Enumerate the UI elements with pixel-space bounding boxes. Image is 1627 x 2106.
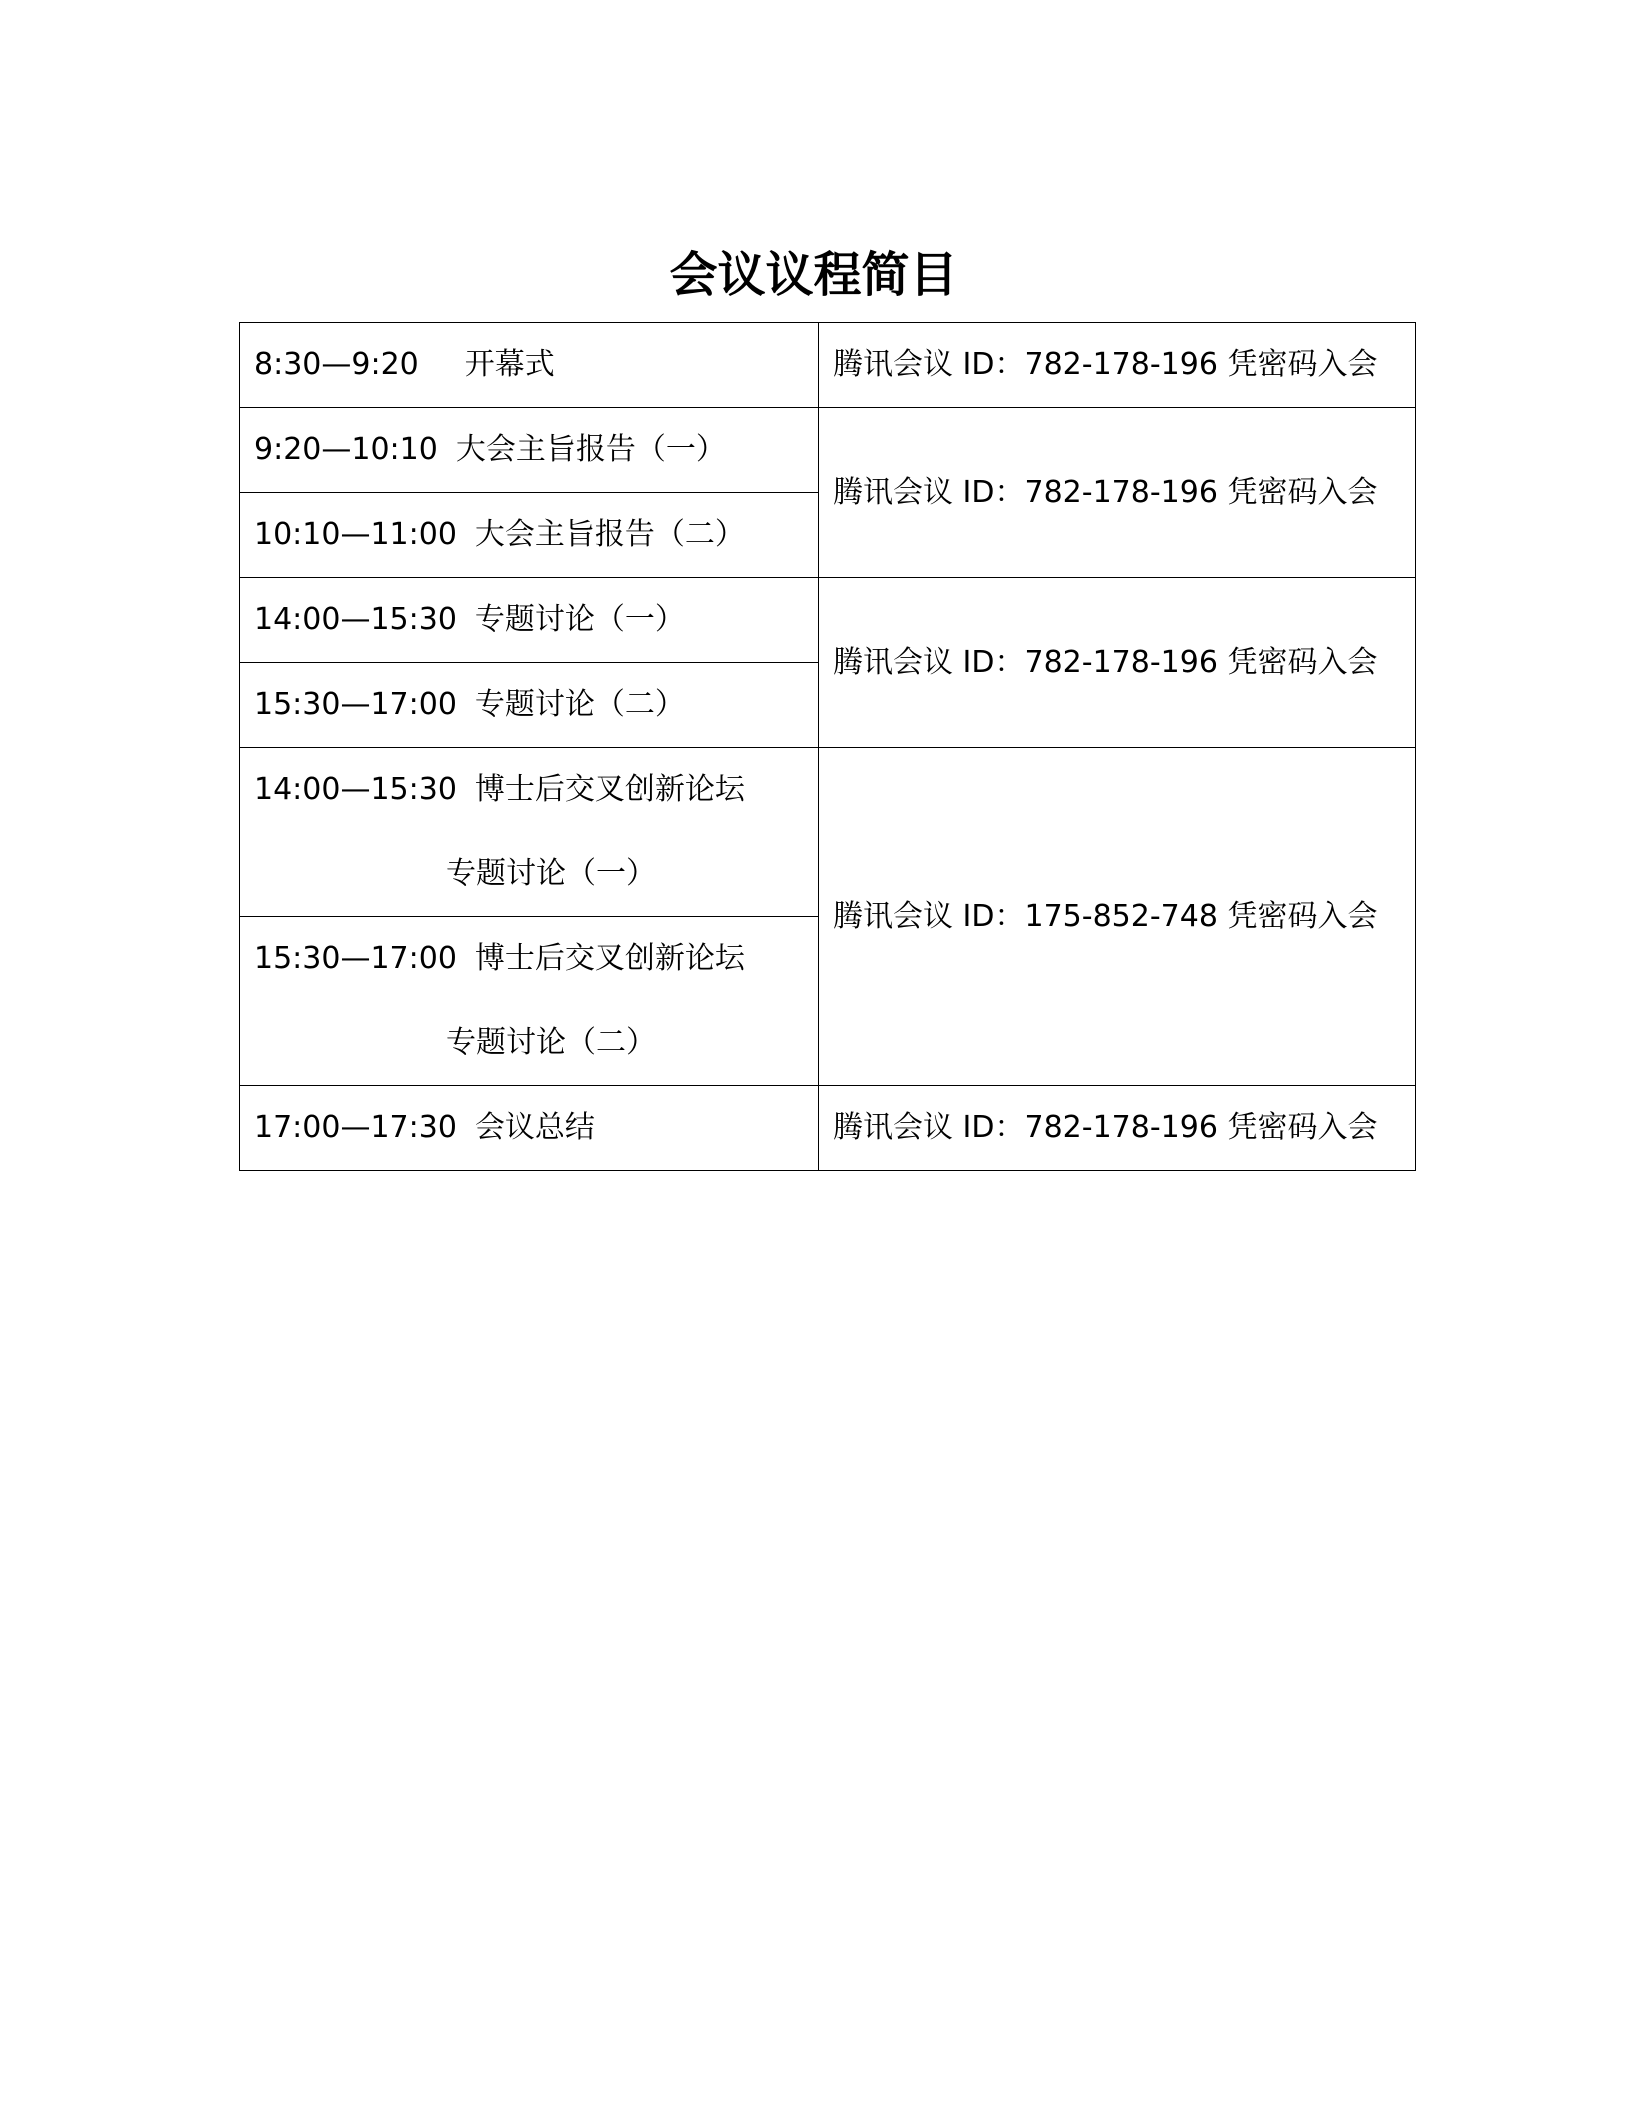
- item-event: 会议总结: [474, 1110, 595, 1145]
- item-time: 17:00—17:30: [254, 1110, 457, 1145]
- agenda-item: [240, 578, 819, 663]
- agenda-item: [240, 1086, 819, 1171]
- meeting-info: 腾讯会议 ID：782-178-196 凭密码入会: [819, 578, 1416, 748]
- item-time: 14:00—15:30: [254, 602, 457, 637]
- table-row: [240, 748, 1416, 917]
- item-event: 大会主旨报告（一）: [455, 432, 726, 467]
- item-time: 15:30—17:00: [254, 941, 457, 976]
- item-event: 开幕式: [464, 347, 555, 382]
- meeting-info: 腾讯会议 ID：782-178-196 凭密码入会: [819, 1086, 1416, 1171]
- item-event: 博士后交叉创新论坛: [474, 772, 745, 807]
- agenda-item: [240, 748, 819, 917]
- item-event: 专题讨论（二）: [474, 687, 685, 722]
- agenda-item: [240, 408, 819, 493]
- agenda-item: [240, 493, 819, 578]
- item-event: 大会主旨报告（二）: [474, 517, 745, 552]
- item-time: 9:20—10:10: [254, 432, 438, 467]
- item-subtitle: 专题讨论（一）: [446, 856, 656, 891]
- agenda-item: [240, 323, 819, 408]
- page-title: 会议议程简目: [669, 247, 958, 303]
- item-subtitle: 专题讨论（二）: [446, 1025, 656, 1060]
- table-row: [240, 578, 1416, 663]
- agenda-table: [239, 322, 1416, 1171]
- item-event: 博士后交叉创新论坛: [474, 941, 745, 976]
- agenda-item: [240, 917, 819, 1086]
- table-row: [240, 408, 1416, 493]
- table-row: [240, 1086, 1416, 1171]
- table-row: [240, 323, 1416, 408]
- meeting-info: 腾讯会议 ID：782-178-196 凭密码入会: [819, 323, 1416, 408]
- item-event: 专题讨论（一）: [474, 602, 685, 637]
- agenda-item: [240, 663, 819, 748]
- item-time: 10:10—11:00: [254, 517, 457, 552]
- meeting-info: 腾讯会议 ID：175-852-748 凭密码入会: [819, 748, 1416, 1086]
- meeting-info: 腾讯会议 ID：782-178-196 凭密码入会: [819, 408, 1416, 578]
- item-time: 14:00—15:30: [254, 772, 457, 807]
- item-time: 15:30—17:00: [254, 687, 457, 722]
- item-time: 8:30—9:20: [254, 347, 419, 382]
